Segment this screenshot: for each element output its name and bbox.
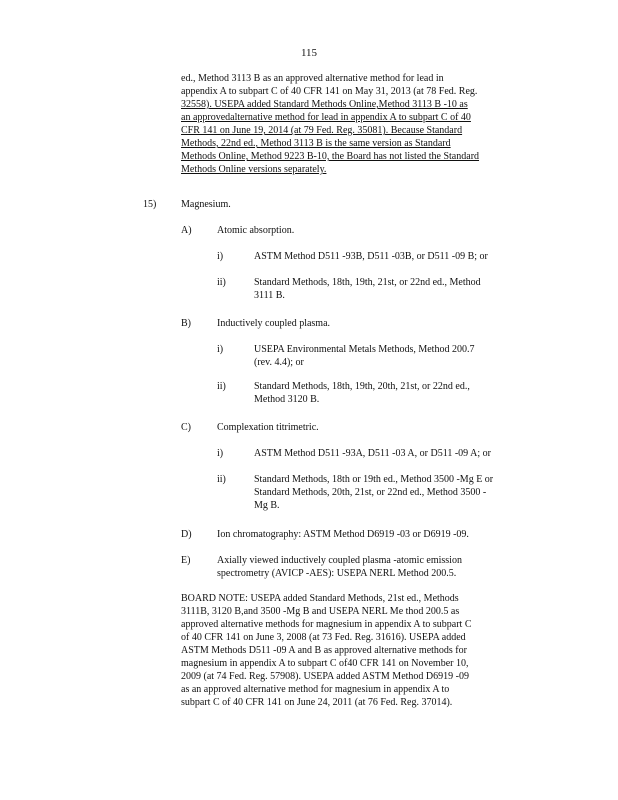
clause-line: (rev. 4.4); or: [254, 357, 304, 368]
subitem-letter: D): [181, 529, 192, 540]
clause-line: Mg B.: [254, 500, 280, 511]
board-note-line: magnesium in appendix A to subpart C of40 CFR 141 on November 10,: [181, 658, 469, 669]
clause-text: [254, 250, 539, 263]
board-note-line: 2009 (at 74 Fed. Reg. 57908). USEPA added ASTM Method D6919 -09: [181, 671, 469, 682]
intro-line: ed., Method 3113 B as an approved alternative method for lead in: [181, 73, 444, 84]
intro-line-inserted: Methods Online versions separately.: [181, 164, 327, 175]
intro-paragraph: [181, 72, 539, 176]
clause-number: ii): [217, 474, 226, 485]
clause-number: i): [217, 448, 224, 459]
board-note-line: as an approved alternative method for magnesium in appendix A to: [181, 684, 450, 695]
board-note-line: approved alternative methods for magnesium in appendix A to subpart C: [181, 619, 472, 630]
item-number: 15): [143, 199, 157, 210]
intro-line-inserted: Methods, 22nd ed., Method 3113 B is the same version as Standard: [181, 138, 451, 149]
clause-line: Standard Methods, 20th, 21st, or 22nd ed., Method 3500 -: [254, 487, 487, 498]
intro-line: appendix A to subpart C of 40 CFR 141 on May 31, 2013 (at 78 Fed. Reg.: [181, 86, 478, 97]
clause-text: [254, 447, 539, 460]
intro-line-inserted: an approvedalternative method for lead in appendix A to subpart C of 40: [181, 112, 471, 123]
clause-line: Standard Methods, 18th, 19th, 20th, 21st, or 22nd ed.,: [254, 381, 470, 392]
clause-number: i): [217, 344, 224, 355]
subitem-title: Complexation titrimetric.: [217, 422, 319, 433]
clause-line: Method 3120 B.: [254, 394, 320, 405]
clause-number: ii): [217, 277, 226, 288]
clause-line: ASTM Method D511 -93A, D511 -03 A, or D511 -09 A; or: [254, 448, 491, 459]
subitem-letter: E): [181, 555, 191, 566]
subitem-letter: A): [181, 225, 192, 236]
board-note-line: subpart C of 40 CFR 141 on June 24, 2011 (at 76 Fed. Reg. 37014).: [181, 697, 453, 708]
clause-line: Standard Methods, 18th or 19th ed., Method 3500 -Mg E or: [254, 474, 494, 485]
intro-line-inserted: CFR 141 on June 19, 2014 (at 79 Fed. Reg. 35081). Because Standard: [181, 125, 463, 136]
clause-text: [254, 380, 539, 406]
subitem-text: [217, 554, 539, 580]
board-note-line: ASTM Methods D511 -09 A and B as approved alternative methods for: [181, 645, 467, 656]
clause-text: [254, 343, 539, 369]
subitem-line: spectrometry (AVICP -AES): USEPA NERL Method 200.5.: [217, 568, 457, 579]
subitem-title: Atomic absorption.: [217, 225, 295, 236]
clause-line: Standard Methods, 18th, 19th, 21st, or 22nd ed., Method: [254, 277, 481, 288]
item-title: Magnesium.: [181, 199, 231, 210]
clause-line: USEPA Environmental Metals Methods, Method 200.7: [254, 344, 475, 355]
subitem-line: Axially viewed inductively coupled plasma -atomic emission: [217, 555, 462, 566]
clause-number: ii): [217, 381, 226, 392]
intro-line-inserted: 32558). USEPA added Standard Methods Online,Method 3113 B -10 as: [181, 99, 468, 110]
page-number: 115: [300, 47, 318, 59]
board-note: [181, 592, 539, 709]
board-note-line: 3111B, 3120 B,and 3500 -Mg B and USEPA NERL Me thod 200.5 as: [181, 606, 460, 617]
clause-text: [254, 276, 539, 302]
subitem-letter: B): [181, 318, 191, 329]
clause-line: 3111 B.: [254, 290, 285, 301]
subitem-letter: C): [181, 422, 191, 433]
subitem-text: [217, 528, 539, 541]
board-note-line: of 40 CFR 141 on June 3, 2008 (at 73 Fed. Reg. 31616). USEPA added: [181, 632, 466, 643]
intro-line-inserted: Methods Online, Method 9223 B-10, the Board has not listed the Standard: [181, 151, 480, 162]
subitem-title: Inductively coupled plasma.: [217, 318, 331, 329]
clause-line: ASTM Method D511 -93B, D511 -03B, or D511 -09 B; or: [254, 251, 488, 262]
subitem-line: Ion chromatography: ASTM Method D6919 -03 or D6919 -09.: [217, 529, 469, 540]
clause-text: [254, 473, 539, 512]
clause-number: i): [217, 251, 224, 262]
board-note-line: BOARD NOTE: USEPA added Standard Methods, 21st ed., Methods: [181, 593, 459, 604]
